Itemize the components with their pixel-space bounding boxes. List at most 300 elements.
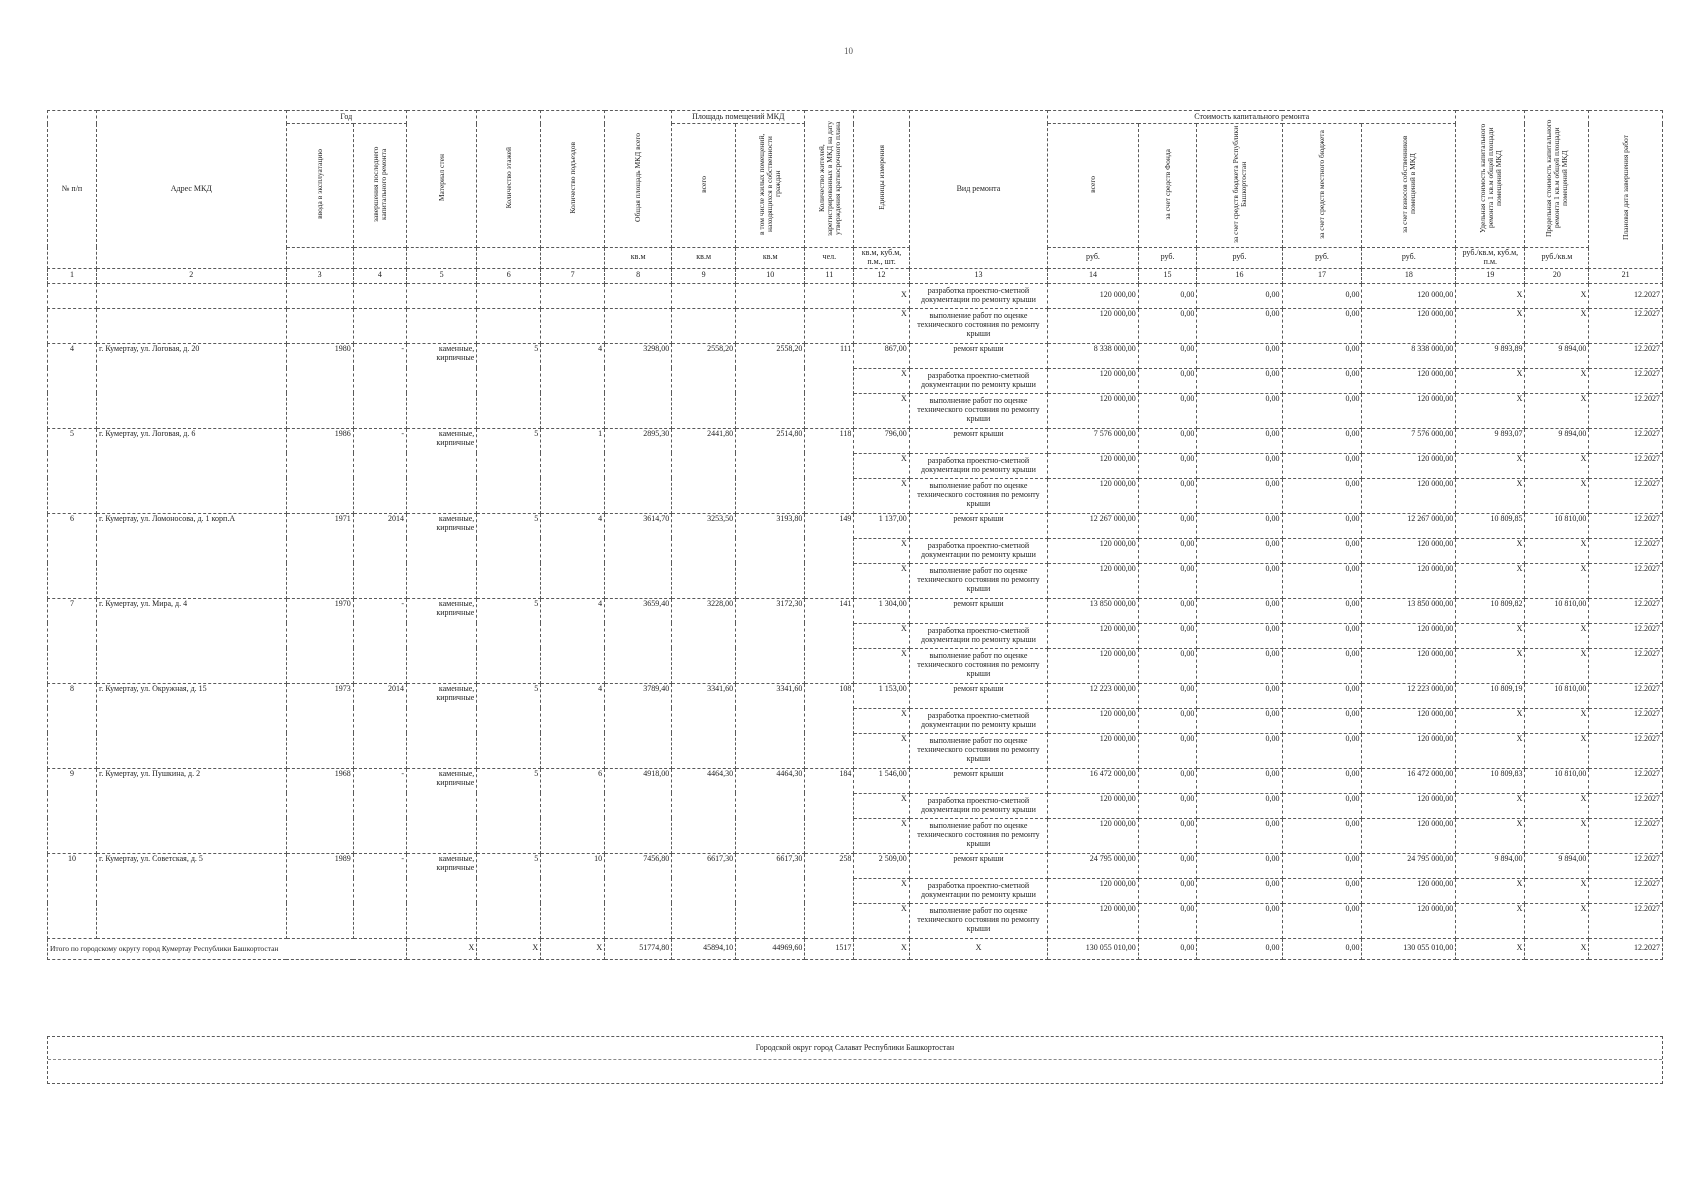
cell-unit-cost: 9 894,00 (1456, 853, 1525, 878)
cell-volume: 1 137,00 (854, 513, 909, 538)
cell-premises-owned: 3341,60 (736, 683, 805, 768)
cell-cost-local: 0,00 (1282, 793, 1362, 818)
table-row-continued (48, 308, 1663, 343)
cell-deadline: 12.2027 (1589, 903, 1663, 938)
column-number: 13 (909, 268, 1047, 283)
cell-cost-owners: 120 000,00 (1362, 368, 1456, 393)
cell-volume: 1 304,00 (854, 598, 909, 623)
cell-cost-total: 120 000,00 (1048, 478, 1139, 513)
cell-limit-cost: X (1525, 478, 1589, 513)
cell-cost-owners: 120 000,00 (1362, 563, 1456, 598)
cell-year: 1970 (286, 598, 353, 683)
cell-material: каменные, кирпичные (406, 513, 476, 598)
cell-deadline: 12.2027 (1589, 343, 1663, 368)
col-year-group: Год (286, 111, 406, 124)
cell-year: 1971 (286, 513, 353, 598)
cell-entrances: 1 (541, 428, 605, 513)
cell-cost-owners: 12 223 000,00 (1362, 683, 1456, 708)
cell-cost-total: 13 850 000,00 (1048, 598, 1139, 623)
totals-residents: 1517 (805, 938, 854, 959)
cell-entrances: 4 (541, 513, 605, 598)
cell-address: г. Кумертау, ул. Советская, д. 5 (97, 853, 287, 938)
cell-no: 7 (48, 598, 97, 683)
cell-no: 6 (48, 513, 97, 598)
cell-deadline: 12.2027 (1589, 683, 1663, 708)
cell-cost-republic: 0,00 (1197, 853, 1282, 878)
cell-cost-fund: 0,00 (1138, 623, 1197, 648)
col-premises-total: всего (672, 124, 736, 248)
column-number: 12 (854, 268, 909, 283)
cell-entrances: 4 (541, 683, 605, 768)
cell-deadline: 12.2027 (1589, 368, 1663, 393)
cell-cost-total: 120 000,00 (1048, 648, 1139, 683)
col-repair-type: Вид ремонта (909, 111, 1047, 269)
cell-cost-republic: 0,00 (1197, 453, 1282, 478)
next-section-header (47, 1036, 1663, 1084)
col-cost-total: всего (1048, 124, 1139, 248)
cell-deadline: 12.2027 (1589, 538, 1663, 563)
cell-limit-cost: X (1525, 563, 1589, 598)
cell-cost-republic: 0,00 (1197, 683, 1282, 708)
cell-cost-republic: 0,00 (1197, 708, 1282, 733)
cell-cost-fund: 0,00 (1138, 853, 1197, 878)
cell-cost-local: 0,00 (1282, 623, 1362, 648)
cell-cost-owners: 120 000,00 (1362, 283, 1456, 308)
cell-cost-total: 120 000,00 (1048, 733, 1139, 768)
cell-deadline: 12.2027 (1589, 733, 1663, 768)
cell-work-type: разработка проектно-сметной документации по ремонту крыши (909, 878, 1047, 903)
cell-limit-cost: X (1525, 733, 1589, 768)
cell-deadline: 12.2027 (1589, 563, 1663, 598)
cell-address: г. Кумертау, ул. Логовая, д. 6 (97, 428, 287, 513)
cell-cost-owners: 120 000,00 (1362, 538, 1456, 563)
cell-cost-republic: 0,00 (1197, 283, 1282, 308)
cell-repair-year: - (353, 598, 406, 683)
column-number-row (48, 268, 1663, 283)
cell-unit-cost: X (1456, 393, 1525, 428)
cell-cost-owners: 16 472 000,00 (1362, 768, 1456, 793)
cell-cost-owners: 120 000,00 (1362, 793, 1456, 818)
cell-deadline: 12.2027 (1589, 818, 1663, 853)
cell-x: X (854, 283, 909, 308)
cell-work-type: выполнение работ по оценке технического состояния по ремонту крыши (909, 563, 1047, 598)
column-number: 2 (97, 268, 287, 283)
cell-cost-total: 120 000,00 (1048, 708, 1139, 733)
cell-cost-owners: 120 000,00 (1362, 903, 1456, 938)
cell-cost-fund: 0,00 (1138, 598, 1197, 623)
page-number: 10 (844, 46, 853, 56)
cell-limit-cost: X (1525, 818, 1589, 853)
cell-cost-local: 0,00 (1282, 343, 1362, 368)
cell-work-type: ремонт крыши (909, 598, 1047, 623)
cell-cost-local: 0,00 (1282, 513, 1362, 538)
cell-x: X (854, 538, 909, 563)
cell-cost-republic: 0,00 (1197, 343, 1282, 368)
cell-deadline: 12.2027 (1589, 623, 1663, 648)
cell-work-type: ремонт крыши (909, 683, 1047, 708)
cell-deadline: 12.2027 (1589, 478, 1663, 513)
cell-x: X (854, 818, 909, 853)
cell-cost-fund: 0,00 (1138, 453, 1197, 478)
cell-unit-cost: X (1456, 478, 1525, 513)
cell-material: каменные, кирпичные (406, 343, 476, 428)
unit-cell: руб. (1362, 247, 1456, 268)
cell-floors: 5 (477, 598, 541, 683)
col-limit-cost: Предельная стоимость капитального ремонта 1 кв.м общей площади помещений МКД (1525, 111, 1589, 248)
cell-cost-fund: 0,00 (1138, 538, 1197, 563)
totals-label: Итого по городскому округу город Кумертау Республики Башкортостан (48, 938, 407, 959)
cell-cost-fund: 0,00 (1138, 393, 1197, 428)
col-cost-republic: за счет средств бюджета Республики Башкортостан (1197, 124, 1282, 248)
cell-cost-total: 120 000,00 (1048, 368, 1139, 393)
cell-limit-cost: X (1525, 308, 1589, 343)
cell-limit-cost: X (1525, 283, 1589, 308)
cell-cost-owners: 13 850 000,00 (1362, 598, 1456, 623)
cell-cost-republic: 0,00 (1197, 428, 1282, 453)
cell-cost-total: 120 000,00 (1048, 818, 1139, 853)
column-number: 7 (541, 268, 605, 283)
cell-cost-local: 0,00 (1282, 563, 1362, 598)
cell-cost-owners: 120 000,00 (1362, 708, 1456, 733)
cell-cost-republic: 0,00 (1197, 563, 1282, 598)
totals-premises-total: 45894,10 (672, 938, 736, 959)
cell-cost-owners: 120 000,00 (1362, 733, 1456, 768)
table-body (48, 283, 1663, 938)
cell-cost-fund: 0,00 (1138, 733, 1197, 768)
col-volume: Единицы измерения (854, 111, 909, 248)
cell-no: 8 (48, 683, 97, 768)
cell-cost-total: 7 576 000,00 (1048, 428, 1139, 453)
cell-x: X (909, 938, 1047, 959)
table-row (48, 513, 1663, 538)
cell-unit-cost: 10 809,19 (1456, 683, 1525, 708)
cell-cost-republic: 0,00 (1197, 623, 1282, 648)
cell-x: X (406, 938, 476, 959)
cell-floors: 5 (477, 683, 541, 768)
cell-deadline: 12.2027 (1589, 793, 1663, 818)
col-premises-group: Площадь помещений МКД (672, 111, 805, 124)
cell-limit-cost: 10 810,00 (1525, 683, 1589, 708)
cell-unit-cost: X (1456, 818, 1525, 853)
cell-limit-cost: X (1525, 708, 1589, 733)
col-year-commission: ввода в эксплуатацию (286, 124, 353, 248)
column-number: 8 (605, 268, 672, 283)
cell-unit-cost: X (1456, 793, 1525, 818)
cell-premises-total: 2441,80 (672, 428, 736, 513)
column-number: 19 (1456, 268, 1525, 283)
cell-unit-cost: X (1456, 623, 1525, 648)
cell-residents: 108 (805, 683, 854, 768)
unit-cell: руб. (1138, 247, 1197, 268)
cell-cost-local: 0,00 (1282, 708, 1362, 733)
cell-limit-cost: X (1525, 793, 1589, 818)
cell-cost-republic: 0,00 (1197, 513, 1282, 538)
cell-cost-owners: 24 795 000,00 (1362, 853, 1456, 878)
cell-cost-fund: 0,00 (1138, 343, 1197, 368)
cell-unit-cost: X (1456, 563, 1525, 598)
unit-cell: кв.м (736, 247, 805, 268)
cell-material: каменные, кирпичные (406, 598, 476, 683)
repair-plan-table (47, 110, 1663, 960)
cell-entrances: 4 (541, 598, 605, 683)
cell-residents: 118 (805, 428, 854, 513)
cell-deadline: 12.2027 (1589, 598, 1663, 623)
cell-no: 9 (48, 768, 97, 853)
cell-floors: 5 (477, 853, 541, 938)
totals-premises-owned: 44969,60 (736, 938, 805, 959)
cell-cost-fund: 0,00 (1138, 903, 1197, 938)
cell-cost-owners: 8 338 000,00 (1362, 343, 1456, 368)
cell-cost-fund: 0,00 (1138, 818, 1197, 853)
totals-cost-owners: 130 055 010,00 (1362, 938, 1456, 959)
cell-cost-owners: 120 000,00 (1362, 648, 1456, 683)
cell-entrances: 10 (541, 853, 605, 938)
column-number: 6 (477, 268, 541, 283)
cell-year: 1973 (286, 683, 353, 768)
cell-premises-total: 3341,60 (672, 683, 736, 768)
cell-cost-fund: 0,00 (1138, 478, 1197, 513)
totals-deadline: 12.2027 (1589, 938, 1663, 959)
cell-x: X (854, 648, 909, 683)
cell-work-type: ремонт крыши (909, 768, 1047, 793)
cell-cost-local: 0,00 (1282, 853, 1362, 878)
cell-cost-republic: 0,00 (1197, 648, 1282, 683)
cell-premises-owned: 6617,30 (736, 853, 805, 938)
cell-x: X (854, 393, 909, 428)
cell-deadline: 12.2027 (1589, 768, 1663, 793)
cell-cost-owners: 120 000,00 (1362, 878, 1456, 903)
totals-cost-total: 130 055 010,00 (1048, 938, 1139, 959)
unit-cell: руб./кв.м (1525, 247, 1589, 268)
cell-deadline: 12.2027 (1589, 453, 1663, 478)
col-premises-owned: в том числе жилых помещений, находящихся в собственности граждан (736, 124, 805, 248)
cell-cost-owners: 12 267 000,00 (1362, 513, 1456, 538)
cell-residents: 149 (805, 513, 854, 598)
cell-limit-cost: X (1525, 368, 1589, 393)
cell-cost-total: 120 000,00 (1048, 308, 1139, 343)
totals-row (48, 938, 1663, 959)
cell-work-type: разработка проектно-сметной документации по ремонту крыши (909, 368, 1047, 393)
column-number: 11 (805, 268, 854, 283)
cell-limit-cost: X (1525, 878, 1589, 903)
col-cost-owners: за счет взносов собственников помещений в МКД (1362, 124, 1456, 248)
cell-area: 4918,00 (605, 768, 672, 853)
cell-work-type: разработка проектно-сметной документации по ремонту крыши (909, 453, 1047, 478)
cell-work-type: выполнение работ по оценке технического состояния по ремонту крыши (909, 648, 1047, 683)
cell-cost-local: 0,00 (1282, 903, 1362, 938)
cell-deadline: 12.2027 (1589, 853, 1663, 878)
cell-floors: 5 (477, 343, 541, 428)
cell-entrances: 6 (541, 768, 605, 853)
col-wall-material: Материал стен (406, 111, 476, 248)
cell-repair-year: - (353, 768, 406, 853)
cell-residents: 184 (805, 768, 854, 853)
cell-cost-republic: 0,00 (1197, 308, 1282, 343)
totals-cost-local: 0,00 (1282, 938, 1362, 959)
cell-x: X (854, 733, 909, 768)
cell-premises-owned: 2558,20 (736, 343, 805, 428)
cell-floors: 5 (477, 513, 541, 598)
cell-limit-cost: X (1525, 648, 1589, 683)
cell-limit-cost: 10 810,00 (1525, 598, 1589, 623)
cell-cost-republic: 0,00 (1197, 733, 1282, 768)
column-number: 10 (736, 268, 805, 283)
cell-cost-total: 120 000,00 (1048, 878, 1139, 903)
cell-premises-owned: 2514,80 (736, 428, 805, 513)
cell-unit-cost: X (1456, 648, 1525, 683)
cell-work-type: выполнение работ по оценке технического состояния по ремонту крыши (909, 393, 1047, 428)
unit-cell: кв.м (605, 247, 672, 268)
cell-cost-total: 8 338 000,00 (1048, 343, 1139, 368)
cell-cost-republic: 0,00 (1197, 538, 1282, 563)
cell-cost-fund: 0,00 (1138, 513, 1197, 538)
cell-x: X (854, 453, 909, 478)
cell-cost-local: 0,00 (1282, 538, 1362, 563)
cell-unit-cost: X (1456, 283, 1525, 308)
unit-cell: руб. (1048, 247, 1139, 268)
col-deadline: Плановая дата завершения работ (1589, 111, 1663, 269)
table-row (48, 768, 1663, 793)
unit-cell: кв.м, куб.м, п.м., шт. (854, 247, 909, 268)
cell-cost-total: 16 472 000,00 (1048, 768, 1139, 793)
unit-cell: руб./кв.м, куб.м, п.м. (1456, 247, 1525, 268)
cell-cost-local: 0,00 (1282, 478, 1362, 513)
cell-premises-owned: 4464,30 (736, 768, 805, 853)
cell-material: каменные, кирпичные (406, 683, 476, 768)
table-row (48, 853, 1663, 878)
unit-cell: руб. (1282, 247, 1362, 268)
cell-limit-cost: X (1525, 453, 1589, 478)
cell-x: X (854, 938, 909, 959)
cell-cost-owners: 120 000,00 (1362, 818, 1456, 853)
cell-work-type: ремонт крыши (909, 853, 1047, 878)
column-number: 14 (1048, 268, 1139, 283)
cell-repair-year: 2014 (353, 513, 406, 598)
next-section-title: Городской округ город Салават Республики Башкортостан (755, 1043, 955, 1052)
cell-unit-cost: X (1456, 708, 1525, 733)
cell-area: 7456,80 (605, 853, 672, 938)
totals-cost-republic: 0,00 (1197, 938, 1282, 959)
cell-limit-cost: 9 894,00 (1525, 853, 1589, 878)
cell-unit-cost: 9 893,89 (1456, 343, 1525, 368)
cell-deadline: 12.2027 (1589, 428, 1663, 453)
column-number: 3 (286, 268, 353, 283)
cell-area: 2895,30 (605, 428, 672, 513)
cell-unit-cost: X (1456, 368, 1525, 393)
cell-cost-total: 120 000,00 (1048, 793, 1139, 818)
cell-x: X (1456, 938, 1525, 959)
cell-residents: 258 (805, 853, 854, 938)
col-residents: Количество жителей, зарегистрированных в МКД на дату утверждения краткосрочного плана (805, 111, 854, 248)
cell-premises-owned: 3193,80 (736, 513, 805, 598)
cell-address: г. Кумертау, ул. Мира, д. 4 (97, 598, 287, 683)
cell-cost-republic: 0,00 (1197, 818, 1282, 853)
cell-cost-local: 0,00 (1282, 368, 1362, 393)
col-year-last-repair: завершения последнего капитального ремонта (353, 124, 406, 248)
cell-work-type: разработка проектно-сметной документации по ремонту крыши (909, 793, 1047, 818)
unit-cell: чел. (805, 247, 854, 268)
cell-cost-fund: 0,00 (1138, 563, 1197, 598)
col-floors: Количество этажей (477, 111, 541, 248)
cell-work-type: выполнение работ по оценке технического состояния по ремонту крыши (909, 818, 1047, 853)
cell-cost-total: 120 000,00 (1048, 623, 1139, 648)
cell-area: 3614,70 (605, 513, 672, 598)
col-entrances: Количество подъездов (541, 111, 605, 248)
cell-unit-cost: X (1456, 733, 1525, 768)
column-number: 20 (1525, 268, 1589, 283)
cell-volume: 1 546,00 (854, 768, 909, 793)
cell-entrances: 4 (541, 343, 605, 428)
cell-cost-local: 0,00 (1282, 453, 1362, 478)
cell-x: X (854, 903, 909, 938)
cell-cost-owners: 120 000,00 (1362, 623, 1456, 648)
cell-address: г. Кумертау, ул. Окружная, д. 15 (97, 683, 287, 768)
cell-cost-owners: 120 000,00 (1362, 453, 1456, 478)
cell-residents: 111 (805, 343, 854, 428)
cell-year: 1986 (286, 428, 353, 513)
column-number: 15 (1138, 268, 1197, 283)
cell-cost-fund: 0,00 (1138, 648, 1197, 683)
cell-x: X (854, 708, 909, 733)
cell-limit-cost: X (1525, 393, 1589, 428)
cell-cost-local: 0,00 (1282, 878, 1362, 903)
col-no: № п/п (48, 111, 97, 269)
cell-cost-fund: 0,00 (1138, 368, 1197, 393)
unit-cell: кв.м (672, 247, 736, 268)
cell-no: 4 (48, 343, 97, 428)
cell-unit-cost: 10 809,85 (1456, 513, 1525, 538)
header-row-1 (48, 111, 1663, 124)
cell-x: X (477, 938, 541, 959)
cell-deadline: 12.2027 (1589, 393, 1663, 428)
cell-cost-fund: 0,00 (1138, 283, 1197, 308)
cell-cost-total: 12 267 000,00 (1048, 513, 1139, 538)
column-number: 16 (1197, 268, 1282, 283)
cell-unit-cost: 9 893,07 (1456, 428, 1525, 453)
cell-area: 3298,00 (605, 343, 672, 428)
cell-no: 5 (48, 428, 97, 513)
cell-volume: 2 509,00 (854, 853, 909, 878)
cell-work-type: разработка проектно-сметной документации по ремонту крыши (909, 708, 1047, 733)
cell-x: X (854, 793, 909, 818)
divider (48, 1059, 1662, 1060)
cell-volume: 796,00 (854, 428, 909, 453)
cell-x: X (854, 478, 909, 513)
cell-premises-owned: 3172,30 (736, 598, 805, 683)
cell-premises-total: 4464,30 (672, 768, 736, 853)
cell-cost-fund: 0,00 (1138, 878, 1197, 903)
cell-x: X (854, 563, 909, 598)
cell-cost-republic: 0,00 (1197, 368, 1282, 393)
cell-floors: 5 (477, 428, 541, 513)
cell-material: каменные, кирпичные (406, 428, 476, 513)
table-row (48, 428, 1663, 453)
cell-area: 3659,40 (605, 598, 672, 683)
cell-repair-year: - (353, 343, 406, 428)
cell-year: 1980 (286, 343, 353, 428)
cell-x: X (1525, 938, 1589, 959)
cell-address: г. Кумертау, ул. Логовая, д. 20 (97, 343, 287, 428)
cell-unit-cost: X (1456, 538, 1525, 563)
cell-cost-republic: 0,00 (1197, 393, 1282, 428)
cell-volume: 867,00 (854, 343, 909, 368)
units-row (48, 247, 1663, 268)
table-row (48, 343, 1663, 368)
cell-limit-cost: 10 810,00 (1525, 768, 1589, 793)
cell-cost-fund: 0,00 (1138, 683, 1197, 708)
cell-year: 1968 (286, 768, 353, 853)
cell-cost-owners: 7 576 000,00 (1362, 428, 1456, 453)
